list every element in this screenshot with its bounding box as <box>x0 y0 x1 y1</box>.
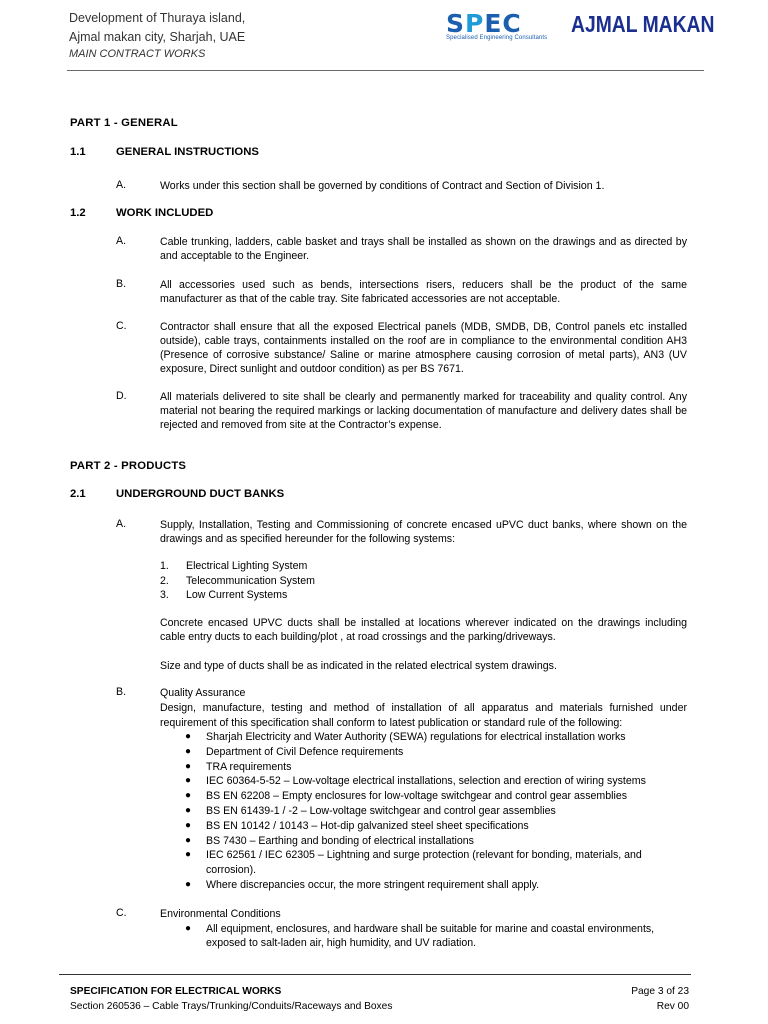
part-1-title: PART 1 - GENERAL <box>70 117 178 129</box>
clause-text: Works under this section shall be governed by conditions of Contract and Section of Division 1. <box>160 180 605 192</box>
bullet-icon: ● <box>185 760 192 772</box>
section-title: WORK INCLUDED <box>116 207 214 219</box>
list-item: ● BS 7430 – Earthing and bonding of electrical installations <box>185 834 474 847</box>
list-item: ● Sharjah Electricity and Water Authority (SEWA) regulations for electrical installation works <box>185 731 626 743</box>
systems-list <box>160 559 315 603</box>
spec-logo-mark: SPEC <box>446 9 522 38</box>
list-item: 1. Electrical Lighting System <box>160 560 308 572</box>
part-2-title: PART 2 - PRODUCTS <box>70 460 187 472</box>
list-item: ● BS EN 62208 – Empty enclosures for low-voltage switchgear and control gear assemblies <box>185 790 628 803</box>
list-item: ● Where discrepancies occur, the more stringent requirement shall apply. <box>185 878 540 891</box>
footer-revision: Rev 00 <box>656 1001 689 1012</box>
list-item: ● BS EN 61439-1 / -2 – Low-voltage switchgear and control gear assemblies <box>185 804 556 817</box>
clause-heading: Environmental Conditions <box>160 908 281 920</box>
bullet-icon: ● <box>185 834 192 846</box>
clause-text: All accessories used such as bends, intersections risers, reducers shall be the product of the same manufacturer as that of the cable tray. Site fabricated accessories are not acceptable. <box>160 279 687 305</box>
bullet-icon: ● <box>185 790 192 802</box>
clause-letter: B. <box>116 278 127 290</box>
footer-divider <box>59 974 691 975</box>
list-item: 2. Telecommunication System <box>160 574 315 587</box>
bullet-icon: ● <box>185 745 192 757</box>
clause-text: Contractor shall ensure that all the exposed Electrical panels (MDB, SMDB, DB, Control panels etc installed outside), cable trays, containments installed on the roof are in compliance to the environmental condition AH3 (Presence of corrosive substance/ Saline or marine atmosphere causing corrosion of metal parts), AN3 (UV exposure, Direct sunlight and outdoor condition) as per BS 7671. <box>160 321 687 375</box>
contract-type: MAIN CONTRACT WORKS <box>69 48 206 60</box>
list-item: ● Department of Civil Defence requirements <box>185 745 404 758</box>
bullet-icon: ● <box>185 819 192 831</box>
list-item: ● TRA requirements <box>185 760 292 773</box>
section-title: UNDERGROUND DUCT BANKS <box>116 488 285 500</box>
project-line-2: Ajmal makan city, Sharjah, UAE <box>69 30 246 44</box>
bullet-icon: ● <box>185 804 192 816</box>
clause-letter: C. <box>116 907 127 919</box>
section-number: 1.1 <box>70 146 86 158</box>
list-item: ● BS EN 10142 / 10143 – Hot-dip galvanized steel sheet specifications <box>185 819 529 832</box>
clause-letter: B. <box>116 686 127 698</box>
list-item: ● All equipment, enclosures, and hardware shall be suitable for marine and coastal environments, exposed to salt-laden air, high humidity, and UV radiation. <box>185 923 655 949</box>
clause-heading: Quality Assurance <box>160 687 246 699</box>
footer-section-name: Section 260536 – Cable Trays/Trunking/Conduits/Raceways and Boxes <box>70 1001 393 1012</box>
standards-bullet-list <box>160 730 687 893</box>
clause-text: All materials delivered to site shall be clearly and permanently marked for traceability and quality control. Any material not bearing the required markings or lacking documentation of manufacture and delivery dates shall be rejected and removed from site at the Contractor’s expense. <box>160 391 687 431</box>
bullet-icon: ● <box>185 731 192 742</box>
bullet-icon: ● <box>185 878 192 890</box>
clause-text: Cable trunking, ladders, cable basket and trays shall be installed as shown on the drawings and as directed by and acceptable to the Engineer. <box>160 236 687 262</box>
clause-letter: A. <box>116 179 127 191</box>
spec-logo-tagline: Specialised Engineering Consultants <box>446 35 548 41</box>
clause-text: Supply, Installation, Testing and Commissioning of concrete encased uPVC duct banks, where shown on the drawings and as specified hereunder for the following systems: <box>160 519 687 545</box>
list-item: ● IEC 60364-5-52 – Low-voltage electrical installations, selection and erection of wiring systems <box>185 775 646 788</box>
footer-page-number: Page 3 of 23 <box>631 986 689 997</box>
clause-letter: A. <box>116 518 127 530</box>
document-header-project <box>69 9 245 61</box>
duct-location-paragraph: Concrete encased UPVC ducts shall be installed at locations wherever indicated on the drawings including cable entry ducts to each building/plot , at road crossings and the parking/driveways. <box>160 617 687 643</box>
bullet-icon: ● <box>185 775 192 787</box>
project-line-1: Development of Thuraya island, <box>69 11 246 25</box>
ajmal-makan-logo: AJMAL MAKAN <box>571 11 715 37</box>
quality-assurance-text: Design, manufacture, testing and method of installation of all apparatus and materials furnished under requirement of this specification shall conform to latest publication or standard rule of the following: <box>160 702 687 729</box>
environment-bullet-list <box>160 922 687 950</box>
section-number: 2.1 <box>70 488 86 500</box>
list-item: 3. Low Current Systems <box>160 589 288 601</box>
spec-logo <box>446 11 556 45</box>
section-number: 1.2 <box>70 207 86 219</box>
footer-spec-title: SPECIFICATION FOR ELECTRICAL WORKS <box>70 986 282 997</box>
section-title: GENERAL INSTRUCTIONS <box>116 146 259 158</box>
bullet-icon: ● <box>185 923 192 934</box>
duct-size-paragraph: Size and type of ducts shall be as indicated in the related electrical system drawings. <box>160 660 557 672</box>
clause-letter: D. <box>116 390 127 402</box>
clause-letter: C. <box>116 320 127 332</box>
header-divider <box>67 70 704 71</box>
clause-letter: A. <box>116 235 127 247</box>
bullet-icon: ● <box>185 849 192 861</box>
list-item: ● IEC 62561 / IEC 62305 – Lightning and surge protection (relevant for bonding, materials, and corrosion). <box>185 849 642 877</box>
